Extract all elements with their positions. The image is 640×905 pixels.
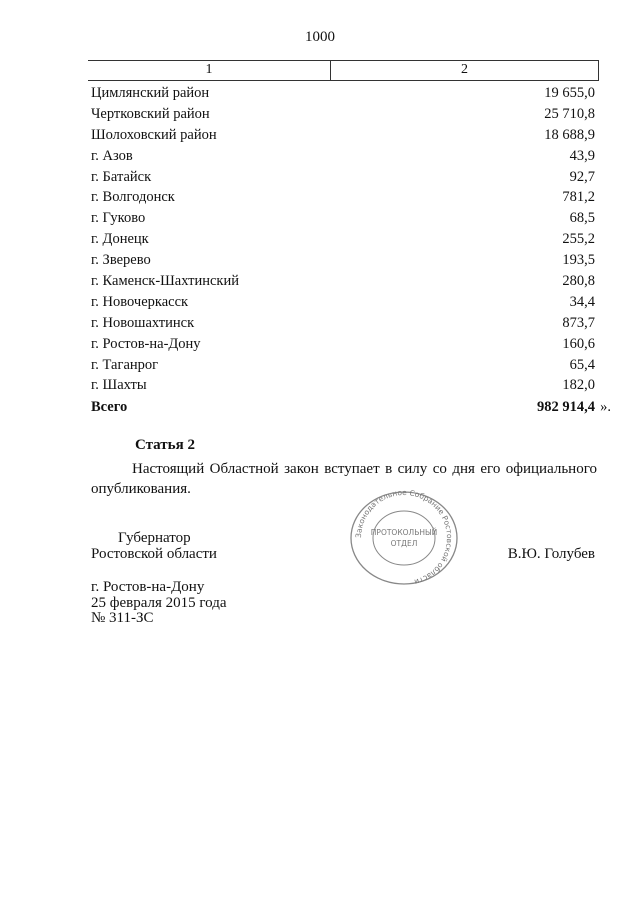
table-row <box>91 334 595 355</box>
table-row <box>91 313 595 334</box>
table-row <box>91 375 595 396</box>
row-value: 182,0 <box>562 377 595 394</box>
table-row <box>91 271 595 292</box>
row-name: г. Каменск-Шахтинский <box>91 273 239 290</box>
total-label: Всего <box>91 399 128 415</box>
stamp-inner-line-1: ПРОТОКОЛЬНЫЙ <box>370 528 438 537</box>
signature-name: В.Ю. Голубев <box>507 546 595 562</box>
row-name: г. Новочеркасск <box>91 293 189 310</box>
row-name: г. Гуково <box>91 210 146 227</box>
row-value: 43,9 <box>569 147 595 164</box>
row-value: 65,4 <box>569 356 595 373</box>
row-value: 781,2 <box>562 189 595 206</box>
row-value: 34,4 <box>569 293 595 310</box>
table-header-col-2: 2 <box>461 62 468 77</box>
row-name: г. Шахты <box>91 377 147 394</box>
table-row <box>91 208 595 229</box>
signature-position <box>91 530 217 562</box>
row-value: 280,8 <box>562 273 595 290</box>
table-row <box>91 187 595 208</box>
row-value: 92,7 <box>569 168 595 185</box>
row-name: г. Донецк <box>91 231 149 248</box>
table-row <box>91 125 595 146</box>
row-name: г. Ростов-на-Дону <box>91 335 201 352</box>
row-value: 255,2 <box>562 231 595 248</box>
table-row <box>91 250 595 271</box>
row-value: 68,5 <box>569 210 595 227</box>
row-value: 193,5 <box>562 252 595 269</box>
table-row <box>91 146 595 167</box>
row-value: 19 655,0 <box>544 85 595 101</box>
row-name: г. Батайск <box>91 168 152 185</box>
table-row <box>91 292 595 313</box>
row-name: Цимлянский район <box>91 85 210 101</box>
row-value: 160,6 <box>562 335 595 352</box>
row-name: г. Новошахтинск <box>91 314 195 331</box>
stamp-inner-line-2: ОТДЕЛ <box>390 539 418 548</box>
row-value: 873,7 <box>562 314 595 331</box>
page-number: 1000 <box>305 29 335 45</box>
row-name: г. Зверево <box>91 252 151 269</box>
article-title: Статья 2 <box>135 437 195 453</box>
table-row <box>91 104 595 125</box>
closing-quote: ». <box>600 399 611 415</box>
row-name: Шолоховский район <box>91 126 217 143</box>
official-stamp <box>343 488 465 588</box>
place-date-block <box>91 580 227 627</box>
signature-position-line-1: Губернатор <box>118 530 191 546</box>
table-header-col-1: 1 <box>205 62 213 77</box>
table-header <box>88 60 599 81</box>
date: 25 февраля 2015 года <box>91 594 227 611</box>
table-row <box>91 355 595 376</box>
table-body <box>91 83 595 396</box>
signature-position-line-2: Ростовской области <box>91 546 217 562</box>
law-number: № 311-ЗС <box>91 610 154 626</box>
row-value: 18 688,9 <box>544 126 595 143</box>
row-value: 25 710,8 <box>544 105 595 122</box>
row-name: г. Азов <box>91 147 133 164</box>
row-name: Чертковский район <box>91 105 210 122</box>
table-row <box>91 229 595 250</box>
article-text: Настоящий Областной закон вступает в силу со дня его официального опубликования. <box>91 461 597 497</box>
row-name: г. Волгодонск <box>91 189 175 206</box>
table-row <box>91 83 595 104</box>
table-row <box>91 167 595 188</box>
total-value: 982 914,4 <box>537 399 595 415</box>
stamp-outer-text: Законодательное Собрание Ростовской области <box>353 488 455 587</box>
place: г. Ростов-на-Дону <box>91 579 205 595</box>
row-name: г. Таганрог <box>91 356 159 373</box>
